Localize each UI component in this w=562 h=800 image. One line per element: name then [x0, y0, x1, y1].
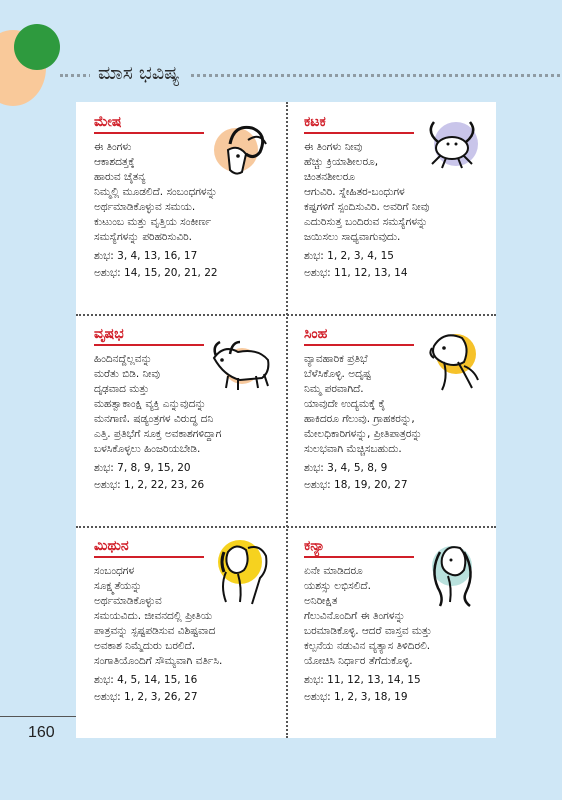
lucky-days — [304, 460, 488, 494]
sign-name: ಮೇಷ — [94, 114, 122, 130]
text-line: ಮಹತ್ವಾಕಾಂಕ್ಷಿ ವ್ಯಕ್ತಿ ಎನ್ನುವುದನ್ನು — [94, 398, 206, 410]
text-line: ಯಶಸ್ಸು ಲಭಿಸಲಿದೆ. — [304, 580, 371, 592]
sign-card-kataka — [286, 102, 496, 314]
text-line: ಕುಟುಂಬ ಮತ್ತು ವೃತ್ತಿಯ ಸಂಕೀರ್ಣ — [94, 216, 212, 228]
text-line: ಸೂಕ್ಷ್ಮತೆಯನ್ನು — [94, 580, 142, 592]
text-line: ಜಯಿಸಲು ಸಾಧ್ಯವಾಗುವುದು. — [304, 231, 401, 243]
lion-icon — [418, 326, 488, 396]
sign-underline — [94, 344, 204, 346]
text-line: ಕಲ್ಪನೆಯ ನಡುವಿನ ವ್ಯತ್ಯಾಸ ತಿಳಿದಿರಲಿ. — [304, 640, 431, 652]
text-line: ಈ ತಿಂಗಳು — [94, 141, 132, 153]
sign-card-mesha — [76, 102, 286, 314]
text-line: ವ್ಯಾವಹಾರಿಕ ಪ್ರತಿಭೆ — [304, 353, 368, 365]
lucky-days — [94, 460, 278, 494]
text-line: ಅರ್ಥಮಾಡಿಕೊಳ್ಳುವ ಸಮಯ. — [94, 201, 196, 213]
sign-card-vrishabha — [76, 314, 286, 526]
text-line: ಪಾತ್ರವನ್ನು ಸ್ಪಷ್ಟಪಡಿಸುವ ವಿಶಿಷ್ಟವಾದ — [94, 625, 216, 637]
lucky-days — [304, 672, 488, 706]
sign-name: ವೃಷಭ — [94, 326, 124, 342]
page-title: ಮಾಸ ಭವಿಷ್ಯ — [90, 62, 188, 84]
text-line: ನಿಮ್ಮಲ್ಲಿ ಮೂಡಲಿದೆ. ಸಂಬಂಧಗಳನ್ನು — [94, 186, 218, 198]
text-line: ಅರ್ಥಮಾಡಿಕೊಳ್ಳುವ — [94, 595, 162, 607]
text-line: ಯಾವುದೇ ಉದ್ಯಮಕ್ಕೆ ಕೈ — [304, 398, 386, 410]
crab-icon — [418, 114, 488, 184]
text-line: ಆಕಾಶದತ್ತಕ್ಕೆ — [94, 156, 135, 168]
inauspicious-days: ಅಶುಭ: 14, 15, 20, 21, 22 — [94, 267, 218, 279]
title-row — [60, 62, 560, 96]
bull-icon — [208, 326, 278, 396]
sign-name: ಕಟಕ — [304, 114, 326, 130]
text-line: ಯೋಚಿಸಿ ನಿರ್ಧಾರ ತೆಗೆದುಕೊಳ್ಳಿ. — [304, 655, 413, 667]
maiden-icon — [418, 538, 488, 608]
text-line: ದೃಢವಾದ ಮತ್ತು — [94, 383, 150, 395]
page-number-rule — [0, 716, 76, 717]
auspicious-days: ಶುಭ: 3, 4, 13, 16, 17 — [94, 250, 198, 262]
auspicious-days: ಶುಭ: 3, 4, 5, 8, 9 — [304, 462, 388, 474]
sign-name: ಸಿಂಹ — [304, 326, 328, 342]
text-line: ಈ ತಿಂಗಳು ನೀವು — [304, 141, 363, 153]
sign-name: ಮಿಥುನ — [94, 538, 129, 554]
text-line: ಅವಕಾಶ ನಿಮ್ಮೆದುರು ಬರಲಿದೆ. — [94, 640, 196, 652]
text-line: ಎತ್ತಿ. ಪ್ರತಿಭೆಗೆ ಸೂಕ್ತ ಅವಕಾಶಗಳಿದ್ದಾಗ — [94, 428, 222, 440]
text-line: ಹಾರುವ ಚೈತನ್ಯ — [94, 171, 146, 183]
sign-card-mithuna — [76, 526, 286, 738]
text-line: ಬಳಸಿಕೊಳ್ಳಲು ಹಿಂಜರಿಯಬೇಡಿ. — [94, 443, 201, 455]
text-line: ಮನಗಾಣಿ. ಷಡ್ಯಂತ್ರಗಳ ವಿರುದ್ಧ ದನಿ — [94, 413, 214, 425]
ram-icon — [208, 114, 278, 184]
text-line: ಸಂಗಾತಿಯೊಂದಿಗೆ ಸೌಮ್ಯವಾಗಿ ವರ್ತಿಸಿ. — [94, 655, 223, 667]
sign-card-kanya — [286, 526, 496, 738]
text-line: ಮೇಲಧಿಕಾರಿಗಳನ್ನು, ಪ್ರೀತಿಪಾತ್ರರನ್ನು — [304, 428, 423, 440]
inauspicious-days: ಅಶುಭ: 1, 2, 3, 18, 19 — [304, 691, 408, 703]
auspicious-days: ಶುಭ: 11, 12, 13, 14, 15 — [304, 674, 421, 686]
sign-name: ಕನ್ಯಾ — [304, 538, 325, 554]
text-line: ಗೆಲುವಿನೊಂದಿಗೆ ಈ ತಿಂಗಳನ್ನು — [304, 610, 406, 622]
text-line: ಚಿಂತನಶೀಲರೂ — [304, 171, 355, 183]
text-line: ಬರಮಾಡಿಕೊಳ್ಳಿ. ಆದರೆ ವಾಸ್ತವ ಮತ್ತು — [304, 625, 432, 637]
inauspicious-days: ಅಶುಭ: 11, 12, 13, 14 — [304, 267, 408, 279]
decor-green-circle — [14, 24, 60, 70]
auspicious-days: ಶುಭ: 1, 2, 3, 4, 15 — [304, 250, 394, 262]
lucky-days — [94, 248, 278, 282]
inauspicious-days: ಅಶುಭ: 1, 2, 3, 26, 27 — [94, 691, 198, 703]
text-line: ಮರೆತು ಬಿಡಿ. ನೀವು — [94, 368, 160, 380]
text-line: ನಿಮ್ಮ ಪರವಾಗಿದೆ. — [304, 383, 364, 395]
text-line: ಬೆಳೆಸಿಕೊಳ್ಳಿ. ಅದೃಷ್ಟ — [304, 368, 372, 380]
sign-underline — [304, 556, 414, 558]
sign-card-simha — [286, 314, 496, 526]
text-line: ಕಷ್ಟಗಳಿಗೆ ಸ್ಪಂದಿಸುವಿರಿ. ಅವರಿಗೆ ನೀವು — [304, 201, 430, 213]
sign-underline — [94, 556, 204, 558]
text-line: ಎದುರಿಸುತ್ತ ಬಂದಿರುವ ಸಮಸ್ಯೆಗಳನ್ನು — [304, 216, 428, 228]
horoscope-grid — [76, 102, 496, 738]
text-line: ಸಮಸ್ಯೆಗಳನ್ನು ಪರಿಹರಿಸುವಿರಿ. — [94, 231, 192, 243]
text-line: ಸಮಯವಿದು. ಜೀವನದಲ್ಲಿ ಪ್ರೀತಿಯ — [94, 610, 213, 622]
lucky-days — [94, 672, 278, 706]
inauspicious-days: ಅಶುಭ: 18, 19, 20, 27 — [304, 479, 408, 491]
inauspicious-days: ಅಶುಭ: 1, 2, 22, 23, 26 — [94, 479, 205, 491]
text-line: ಆಗುವಿರಿ. ಸ್ನೇಹಿತರ-ಬಂಧುಗಳ — [304, 186, 405, 198]
text-line: ಹಾಕಿದರೂ ಗೆಲುವು. ಗ್ರಾಹಕರನ್ನು, — [304, 413, 415, 425]
auspicious-days: ಶುಭ: 4, 5, 14, 15, 16 — [94, 674, 198, 686]
text-line: ಏನೇ ಮಾಡಿದರೂ — [304, 565, 363, 577]
text-line: ಅನಿರೀಕ್ಷಿತ — [304, 595, 338, 607]
text-line: ಹಿಂದಿನದ್ದೆಲ್ಲವನ್ನು — [94, 353, 153, 365]
sign-underline — [304, 132, 414, 134]
sign-underline — [94, 132, 204, 134]
text-line: ಹೆಚ್ಚು ಕ್ರಿಯಾಶೀಲರೂ, — [304, 156, 379, 168]
text-line: ಸಂಬಂಧಗಳ — [94, 565, 135, 577]
sign-underline — [304, 344, 414, 346]
twins-icon — [208, 538, 278, 608]
lucky-days — [304, 248, 488, 282]
auspicious-days: ಶುಭ: 7, 8, 9, 15, 20 — [94, 462, 191, 474]
text-line: ಸುಲಭವಾಗಿ ಮೆಚ್ಚಿಸಬಹುದು. — [304, 443, 402, 455]
page-number: 160 — [28, 724, 55, 741]
